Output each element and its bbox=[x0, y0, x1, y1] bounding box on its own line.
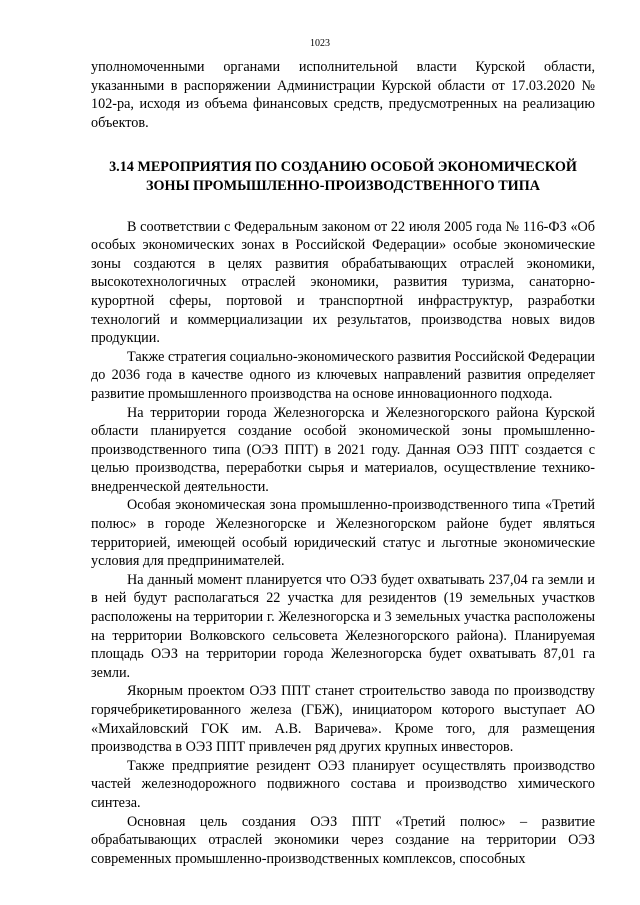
paragraph: В соответствии с Федеральным законом от 22 июля 2005 года № 116-ФЗ «Об особых экономических зонах в Российской Федерации» особые экономические зоны создаются в целях развития обрабатывающих отраслей экономики, высокотехнологичных отраслей экономики, развития туризма, санаторно-курортной сферы, портовой и транспортной инфраструктур, разработки технологий и коммерциализации их результатов, производства новых видов продукции. bbox=[91, 218, 595, 347]
paragraph: Особая экономическая зона промышленно-производственного типа «Третий полюс» в городе Железногорске и Железногорском районе будет являться территорией, имеющей особый юридический статус и льготные экономические условия для предпринимателей. bbox=[91, 497, 595, 570]
page-number: 1023 bbox=[310, 38, 330, 49]
continuation-paragraph: уполномоченными органами исполнительной власти Курской области, указанными в распоряжении Администрации Курской области от 17.03.2020 № 102-ра, исходя из объема финансовых средств, предусмотренных на реализацию объектов. bbox=[91, 59, 595, 131]
body-text bbox=[91, 58, 595, 868]
paragraph: На данный момент планируется что ОЭЗ будет охватывать 237,04 га земли и в ней будут располагаться 22 участка для резидентов (19 земельных участков расположены на территории г. Железногорска и 3 земельных участка расположены на территории Волковского сельсовета Железногорского района). Планируемая площадь ОЭЗ на территории города Железногорска будет охватывать 87,01 га земли. bbox=[91, 571, 595, 681]
paragraph: Якорным проектом ОЭЗ ППТ станет строительство завода по производству горячебрикетированного железа (ГБЖ), инициатором которого выступает АО «Михайловский ГОК им. А.В. Варичева». Кроме того, для размещения производства в ОЭЗ ППТ привлечен ряд других крупных инвесторов. bbox=[91, 683, 595, 756]
paragraph: Также стратегия социально-экономического развития Российской Федерации до 2036 года в качестве одного из ключевых направлений развития определяет развитие промышленного производства на основе инновационного подхода. bbox=[91, 348, 596, 402]
section-heading: 3.14 МЕРОПРИЯТИЯ ПО СОЗДАНИЮ ОСОБОЙ ЭКОНОМИЧЕСКОЙ ЗОНЫ ПРОМЫШЛЕННО-ПРОИЗВОДСТВЕННОГО ТИПА bbox=[109, 159, 577, 194]
paragraph: На территории города Железногорска и Железногорского района Курской области планируется создание особой экономической зоны промышленно-производственного типа (ОЭЗ ППТ) в 2021 году. Данная ОЭЗ ППТ создается с целью производства, переработки сырья и материалов, осуществление технико-внедренческой деятельности. bbox=[91, 404, 595, 495]
paragraph: Также предприятие резидент ОЭЗ планирует осуществлять производство частей железнодорожного подвижного состава и производство химического синтеза. bbox=[91, 757, 595, 811]
paragraph: Основная цель создания ОЭЗ ППТ «Третий полюс» – развитие обрабатывающих отраслей экономики через создание на территории ОЭЗ современных промышленно-производственных комплексов, способных bbox=[91, 813, 595, 867]
